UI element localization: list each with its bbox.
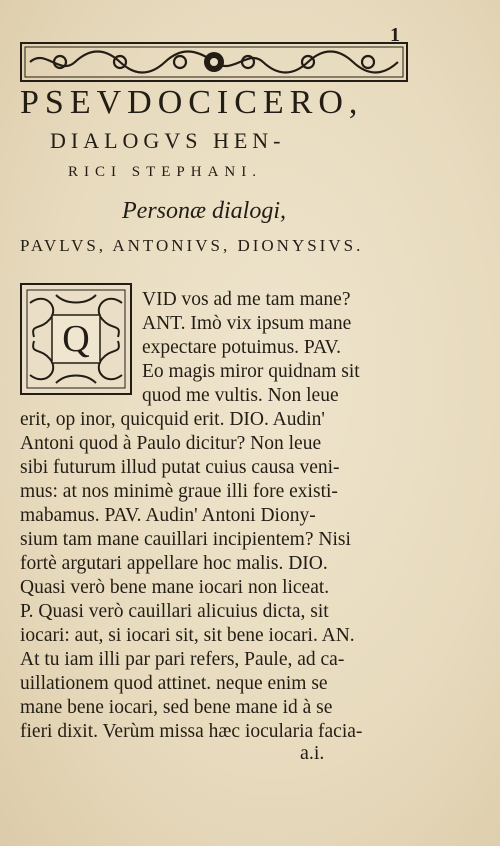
text-line: ANT. Imò vix ipsum mane bbox=[142, 313, 352, 334]
page-number: 1 bbox=[390, 24, 400, 46]
text-line: sibi futurum illud putat cuius causa veni- bbox=[20, 457, 340, 478]
text-line: fieri dixit. Verùm missa hæc iocularia facia- bbox=[20, 721, 363, 742]
text-line: erit, op inor, quicquid erit. DIO. Audin' bbox=[20, 409, 325, 430]
text-line: mabamus. PAV. Audin' Antoni Diony- bbox=[20, 505, 316, 526]
personae-list: PAVLVS, ANTONIVS, DIONYSIVS. bbox=[20, 236, 364, 255]
text-line: mane bene iocari, sed bene mane id à se bbox=[20, 697, 333, 718]
text-line: expectare potuimus. PAV. bbox=[142, 337, 341, 358]
signature-mark: a.i. bbox=[300, 742, 325, 764]
text-line: Antoni quod à Paulo dicitur? Non leue bbox=[20, 433, 322, 454]
text-line: Eo magis miror quidnam sit bbox=[142, 361, 360, 382]
subtitle-line-2: RICI STEPHANI. bbox=[68, 164, 263, 180]
ornamental-headpiece bbox=[20, 42, 408, 82]
text-line: mus: at nos minimè graue illi fore existi- bbox=[20, 481, 338, 502]
initial-letter: Q bbox=[62, 318, 90, 360]
text-line: P. Quasi verò cauillari alicuius dicta, sit bbox=[20, 601, 329, 622]
text-line: iocari: aut, si iocari sit, sit bene iocari. AN. bbox=[20, 625, 355, 646]
text-line: VID vos ad me tam mane? bbox=[142, 289, 351, 310]
text-line: fortè argutari appellare hoc malis. DIO. bbox=[20, 553, 328, 574]
decorated-initial bbox=[20, 283, 132, 395]
text-line: quod me vultis. Non leue bbox=[142, 385, 339, 406]
subtitle-line-1: DIALOGVS HEN- bbox=[50, 128, 286, 153]
page-title: PSEVDOCICERO, bbox=[20, 84, 364, 121]
text-line: sium tam mane cauillari incipientem? Nisi bbox=[20, 529, 351, 550]
text-line: uillationem quod attinet. neque enim se bbox=[20, 673, 328, 694]
text-line: At tu iam illi par pari refers, Paule, ad ca- bbox=[20, 649, 345, 670]
personae-heading: Personæ dialogi, bbox=[122, 198, 287, 224]
text-line: Quasi verò bene mane iocari non liceat. bbox=[20, 577, 330, 598]
